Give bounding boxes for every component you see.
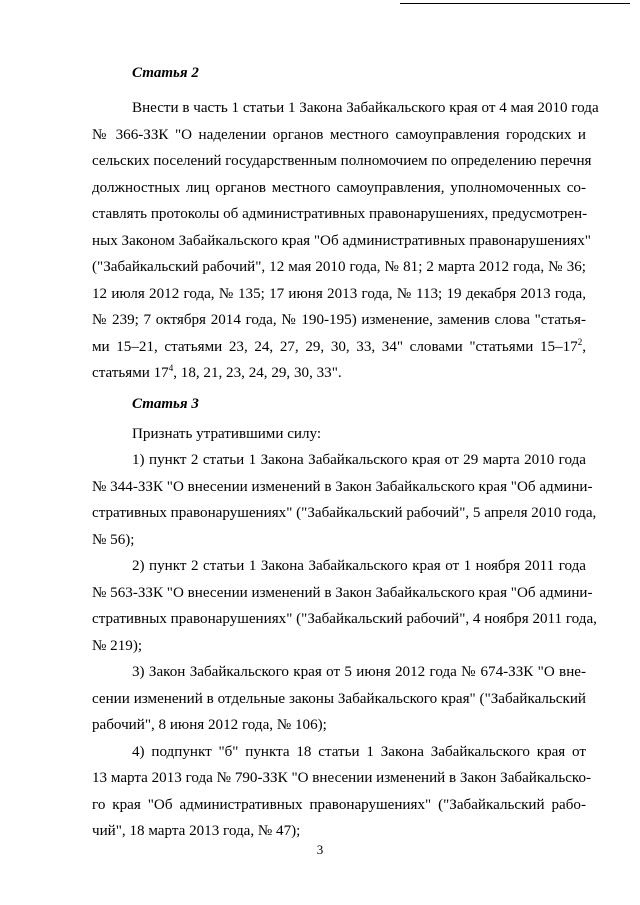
item-line: 1) пункт 2 статьи 1 Закона Забайкальского края от 29 марта 2010 года: [132, 452, 586, 468]
item-line: 3) Закон Забайкальского края от 5 июня 2012 года № 674-ЗЗК "О вне-: [132, 664, 586, 680]
line-text: ,: [582, 338, 586, 355]
article-2-paragraph: [92, 95, 599, 387]
item-line: № 219);: [92, 637, 143, 654]
article-3-item-1: [92, 447, 597, 553]
item-line: стративных правонарушениях" ("Забайкальский рабочий", 5 апреля 2010 года,: [92, 505, 597, 521]
article-3-item-4: [92, 739, 592, 845]
article-2-line: ("Забайкальский рабочий", 12 мая 2010 года, № 81; 2 марта 2012 года, № 36;: [92, 259, 586, 275]
page-number: 3: [316, 842, 324, 857]
article-2-heading: Статья 2: [132, 65, 199, 81]
article-2-line: Внести в часть 1 статьи 1 Закона Забайкальского края от 4 мая 2010 года: [132, 100, 599, 116]
item-line: № 56);: [92, 531, 135, 548]
item-line: чий", 18 марта 2013 года, № 47);: [92, 823, 301, 839]
article-2-line: сельских поселений государственным полномочием по определению перечня: [92, 153, 592, 169]
item-line: № 344-ЗЗК "О внесении изменений в Закон Забайкальского края "Об админи-: [92, 478, 593, 495]
item-line: рабочий", 8 июня 2012 года, № 106);: [92, 717, 327, 733]
item-line: 2) пункт 2 статьи 1 Закона Забайкальского края от 1 ноября 2011 года: [132, 558, 586, 574]
article-3-item-2: [92, 553, 597, 659]
line-text: статьями 17: [92, 365, 169, 381]
article-2-line: [92, 360, 586, 387]
top-rule: [400, 3, 630, 4]
article-3-item-3: [92, 659, 586, 739]
article-3-intro: Признать утратившими силу:: [132, 425, 322, 442]
article-2-line: [92, 334, 586, 361]
line-text: ми 15–21, статьями 23, 24, 27, 29, 30, 33, 34" словами "статьями 15–17: [92, 338, 578, 355]
article-2-line: должностных лиц органов местного самоуправления, уполномоченных со-: [92, 179, 586, 196]
item-line: 4) подпункт "б" пункта 18 статьи 1 Закона Забайкальского края от: [132, 743, 586, 760]
superscript: 2: [577, 336, 583, 347]
article-2-line: ставлять протоколы об административных правонарушениях, предусмотрен-: [92, 206, 588, 222]
superscript: 4: [168, 363, 174, 373]
item-line: № 563-ЗЗК "О внесении изменений в Закон Забайкальского края "Об админи-: [92, 584, 593, 601]
document-page: [92, 62, 599, 845]
line-text: , 18, 21, 23, 24, 29, 30, 33".: [173, 365, 342, 381]
item-line: сении изменений в отдельные законы Забайкальского края" ("Забайкальский: [92, 690, 586, 707]
article-3-heading: Статья 3: [132, 395, 199, 412]
item-line: стративных правонарушениях" ("Забайкальский рабочий", 4 ноября 2011 года,: [92, 611, 597, 627]
item-line: 13 марта 2013 года № 790-ЗЗК "О внесении изменений в Закон Забайкальско-: [92, 770, 592, 786]
item-line: го края "Об административных правонарушениях" ("Забайкальский рабо-: [92, 796, 586, 813]
article-2-line: № 366-ЗЗК "О наделении органов местного самоуправления городских и: [92, 126, 586, 143]
article-2-line: ных Законом Забайкальского края "Об административных правонарушениях": [92, 232, 591, 249]
article-2-line: 12 июля 2012 года, № 135; 17 июня 2013 года, № 113; 19 декабря 2013 года,: [92, 285, 586, 302]
article-2-line: № 239; 7 октября 2014 года, № 190-195) изменение, заменив слова "статья-: [92, 312, 586, 328]
